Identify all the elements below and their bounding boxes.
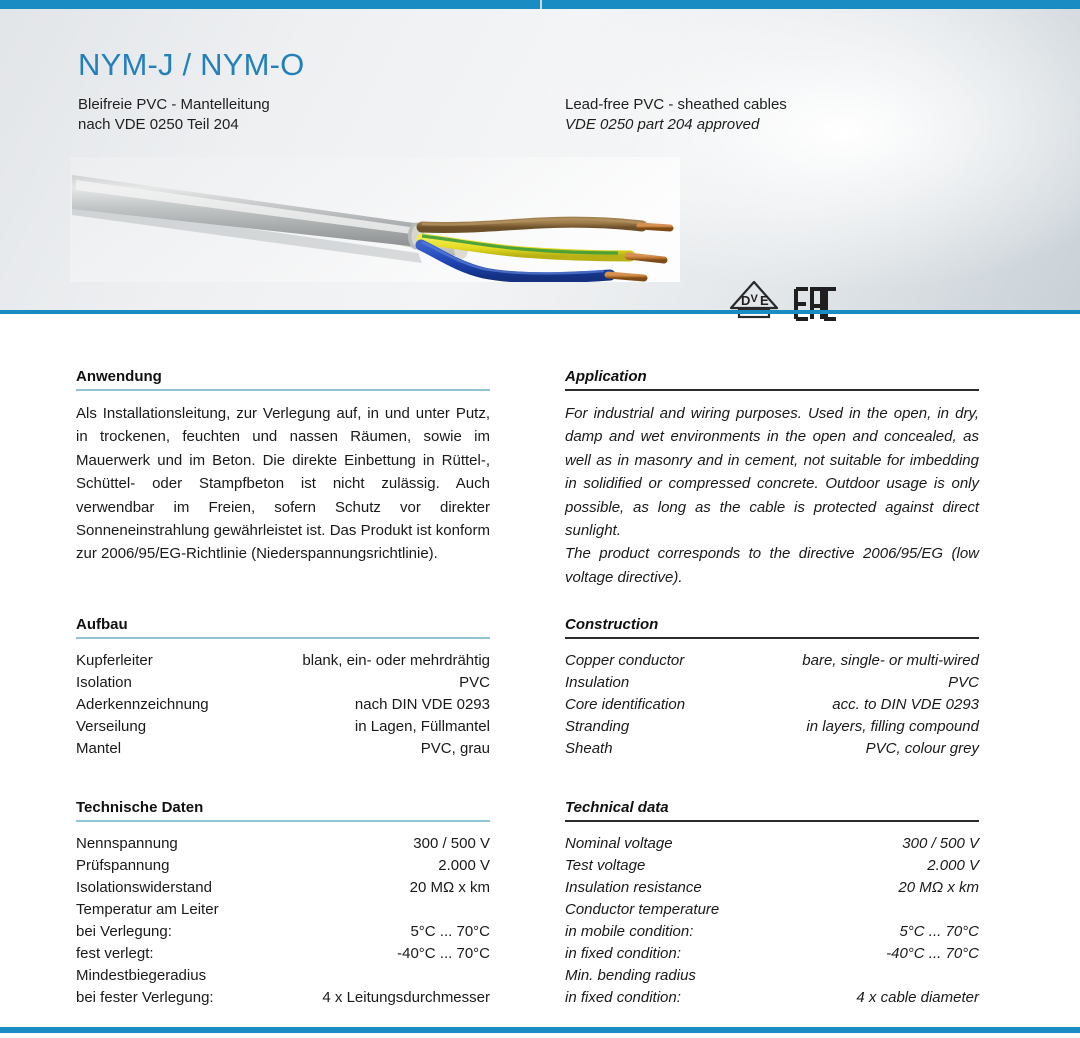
spec-label: Isolationswiderstand: [76, 879, 212, 896]
section-rule: [76, 637, 490, 639]
spec-value: nach DIN VDE 0293: [354, 696, 490, 713]
spec-label: Nominal voltage: [565, 835, 673, 852]
section-heading-anwendung: Anwendung: [76, 368, 162, 385]
subtitle-english-line1: Lead-free PVC - sheathed cables: [565, 96, 787, 113]
spec-label: Aderkennzeichnung: [76, 696, 209, 713]
spec-value: PVC, colour grey: [865, 740, 979, 757]
spec-row: [565, 943, 979, 965]
spec-label: Prüfspannung: [76, 857, 170, 874]
spec-label: Stranding: [565, 718, 630, 735]
header-panel: [0, 9, 1080, 314]
svg-text:E: E: [760, 293, 769, 308]
spec-value: 5°C ... 70°C: [410, 923, 490, 940]
spec-row: [565, 965, 979, 987]
bottom-accent-bar: [0, 1027, 1080, 1033]
spec-label: Isolation: [76, 674, 132, 691]
spec-value: acc. to DIN VDE 0293: [832, 696, 979, 713]
section-construction: [565, 616, 979, 760]
spec-row: [76, 899, 490, 921]
spec-value: PVC: [459, 674, 490, 691]
spec-value: blank, ein- oder mehrdrähtig: [302, 652, 490, 669]
subtitle-english: [565, 95, 787, 135]
spec-row: [76, 716, 490, 738]
spec-row: [76, 921, 490, 943]
content-area: [0, 314, 1080, 1014]
spec-value: -40°C ... 70°C: [397, 945, 490, 962]
spec-value: bare, single- or multi-wired: [802, 652, 979, 669]
spec-value: 300 / 500 V: [902, 835, 979, 852]
spec-label: Test voltage: [565, 857, 646, 874]
spec-row: [76, 694, 490, 716]
construction-rows: [565, 650, 979, 760]
svg-text:V: V: [750, 293, 758, 305]
spec-value: PVC, grau: [420, 740, 490, 757]
section-heading-aufbau: Aufbau: [76, 616, 128, 633]
spec-label: bei fester Verlegung:: [76, 989, 214, 1006]
cable-product-image: [70, 157, 680, 282]
anwendung-text: Als Installationsleitung, zur Verlegung auf, in und unter Putz, in trockenen, feuchten und nassen Räumen, sowie im Mauerwerk und im Beton. Die direkte Einbettung in Rüttel-, Schüttel- oder Stampfbeton ist nicht zulässig. Auch verwendbar im Freien, sofern Schutz vor direkter Sonneneinstrahlung gewährleistet ist. Das Produkt ist konform zur 2006/95/EG-Richtlinie (Niederspannungsrichtlinie).: [76, 405, 490, 563]
subtitle-english-line2: VDE 0250 part 204 approved: [565, 116, 760, 133]
spec-row: [76, 943, 490, 965]
application-text-2: The product corresponds to the directive 2006/95/EG (low voltage directive).: [565, 545, 979, 586]
spec-label: Insulation: [565, 674, 630, 691]
spec-value: 20 MΩ x km: [898, 879, 979, 896]
spec-value: 2.000 V: [438, 857, 490, 874]
spec-label: Copper conductor: [565, 652, 685, 669]
section-technical-data: [565, 799, 979, 1009]
page-title: NYM-J / NYM-O: [78, 47, 305, 82]
spec-row: [76, 877, 490, 899]
spec-row: [565, 921, 979, 943]
spec-value: PVC: [948, 674, 979, 691]
spec-label: in mobile condition:: [565, 923, 694, 940]
spec-row: [565, 738, 979, 760]
section-rule: [565, 820, 979, 822]
spec-label: Sheath: [565, 740, 613, 757]
spec-row: [565, 877, 979, 899]
spec-row: [565, 716, 979, 738]
spec-value: 5°C ... 70°C: [899, 923, 979, 940]
section-aufbau: [76, 616, 490, 760]
spec-label: in fixed condition:: [565, 945, 681, 962]
section-rule: [76, 389, 490, 391]
spec-row: [565, 650, 979, 672]
spec-value: 2.000 V: [927, 857, 979, 874]
spec-label: bei Verlegung:: [76, 923, 172, 940]
spec-label: Kupferleiter: [76, 652, 153, 669]
spec-row: [565, 855, 979, 877]
spec-label: Min. bending radius: [565, 967, 696, 984]
section-rule: [76, 820, 490, 822]
section-rule: [565, 637, 979, 639]
spec-label: Mindestbiegeradius: [76, 967, 207, 984]
subtitle-german-line2: nach VDE 0250 Teil 204: [78, 116, 239, 133]
aufbau-rows: [76, 650, 490, 760]
section-application: [565, 368, 979, 589]
subtitle-german-line1: Bleifreie PVC - Mantelleitung: [78, 96, 270, 113]
technical-data-rows: [565, 833, 979, 1009]
spec-row: [76, 987, 490, 1009]
section-heading-application: Application: [565, 368, 647, 385]
spec-row: [76, 650, 490, 672]
spec-row: [76, 965, 490, 987]
section-rule: [565, 389, 979, 391]
spec-row: [76, 833, 490, 855]
section-heading-technische-daten: Technische Daten: [76, 799, 204, 816]
spec-value: 4 x Leitungsdurchmesser: [322, 989, 490, 1006]
spec-value: in layers, filling compound: [806, 718, 979, 735]
spec-label: Core identification: [565, 696, 686, 713]
spec-row: [565, 833, 979, 855]
spec-value: 4 x cable diameter: [856, 989, 979, 1006]
spec-row: [76, 672, 490, 694]
spec-value: -40°C ... 70°C: [886, 945, 979, 962]
spec-row: [565, 694, 979, 716]
spec-row: [76, 738, 490, 760]
technische-daten-rows: [76, 833, 490, 1009]
spec-label: Conductor temperature: [565, 901, 720, 918]
spec-value: in Lagen, Füllmantel: [354, 718, 490, 735]
application-text: For industrial and wiring purposes. Used in the open, in dry, damp and wet environments in the open and concealed, as well as in masonry and in cement, not suitable for imbedding in solidified or compressed concrete. Outdoor usage is only possible, as long as the cable is protected against direct sunlight.: [565, 405, 979, 540]
svg-text:D: D: [741, 293, 751, 308]
spec-value: 300 / 500 V: [413, 835, 490, 852]
section-heading-technical-data: Technical data: [565, 799, 669, 816]
spec-label: Verseilung: [76, 718, 147, 735]
top-accent-bar: [0, 0, 1080, 9]
spec-label: Temperatur am Leiter: [76, 901, 219, 918]
section-technische-daten: [76, 799, 490, 1009]
spec-label: fest verlegt:: [76, 945, 154, 962]
spec-label: Insulation resistance: [565, 879, 702, 896]
spec-label: in fixed condition:: [565, 989, 681, 1006]
top-bar-notch: [540, 0, 542, 9]
spec-label: Mantel: [76, 740, 122, 757]
section-anwendung: [76, 368, 490, 566]
spec-label: Nennspannung: [76, 835, 178, 852]
subtitle-german: [78, 95, 270, 135]
spec-row: [76, 855, 490, 877]
spec-value: 20 MΩ x km: [409, 879, 490, 896]
spec-row: [565, 672, 979, 694]
spec-row: [565, 987, 979, 1009]
section-heading-construction: Construction: [565, 616, 659, 633]
spec-row: [565, 899, 979, 921]
